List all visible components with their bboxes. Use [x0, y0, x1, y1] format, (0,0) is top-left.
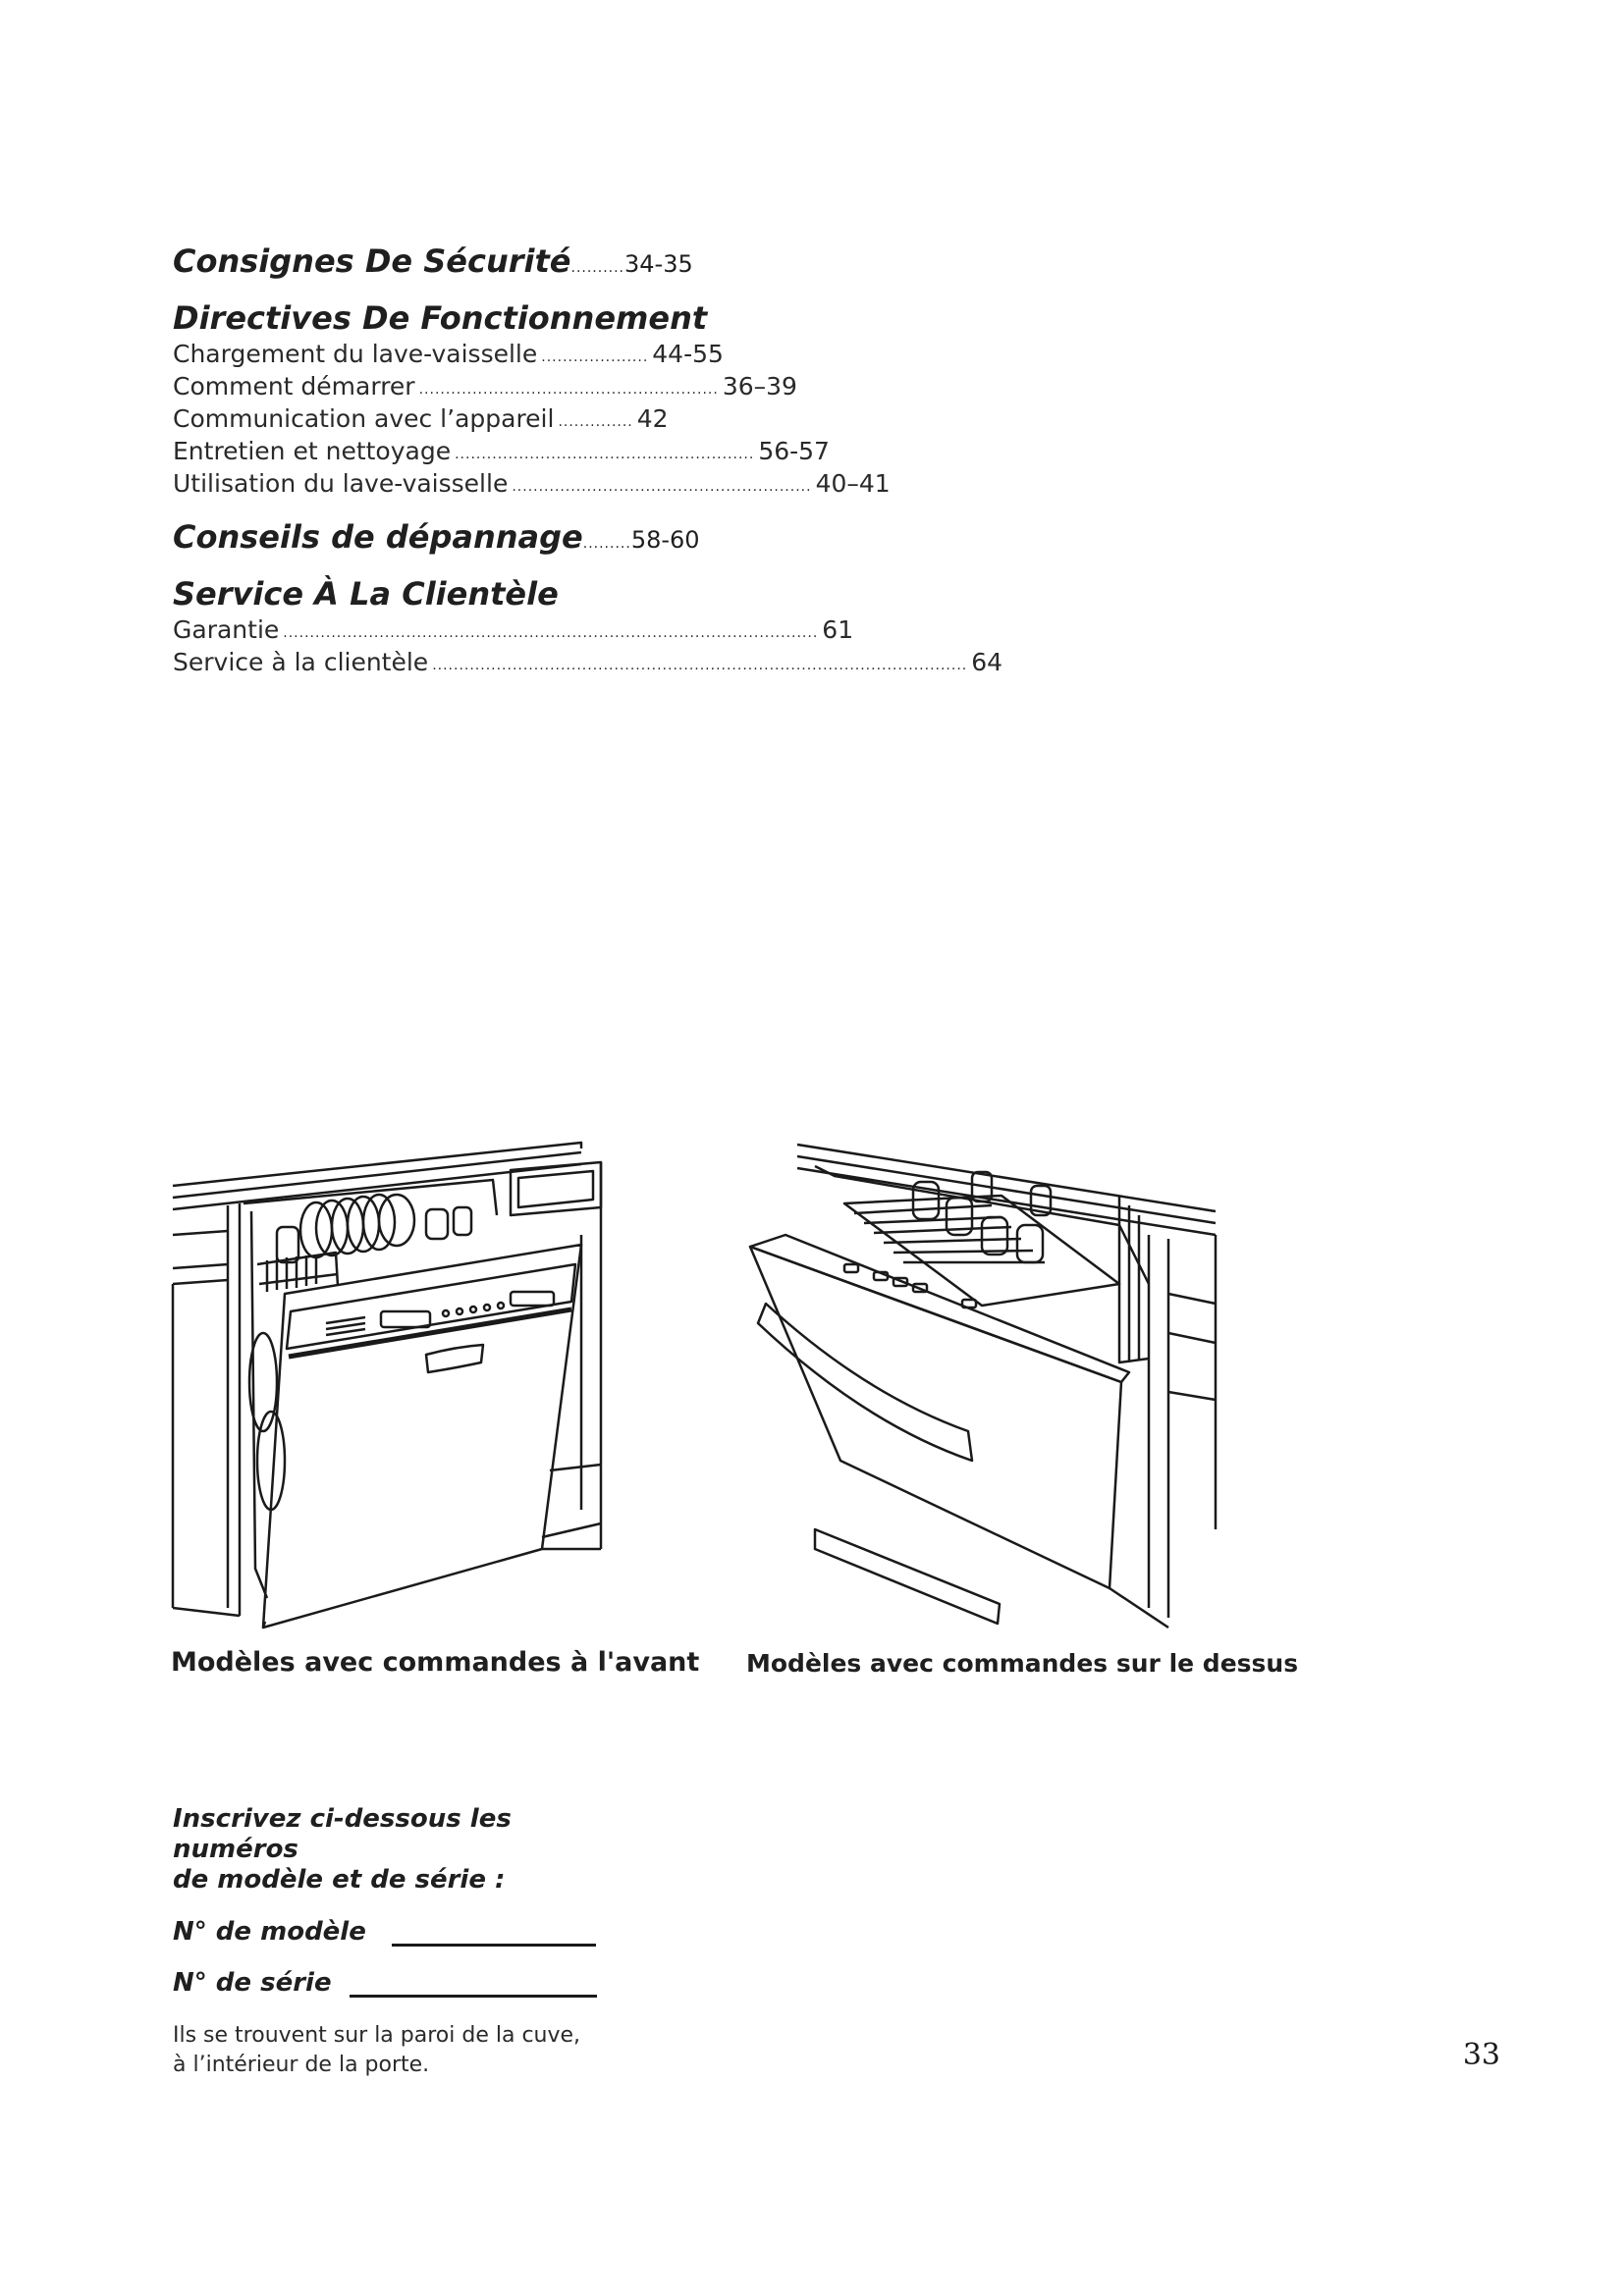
toc-entry-pages: 42 [636, 404, 669, 433]
toc-troubleshooting: Conseils de dépannage.........58-60 [173, 518, 700, 556]
form-intro-line2: de modèle et de série : [173, 1865, 506, 1895]
toc-entry-pages: 64 [971, 648, 1003, 676]
location-note [173, 2021, 634, 2080]
serial-number-row [173, 1968, 634, 1998]
toc-safety: Consignes De Sécurité..........34-35 [173, 242, 693, 280]
model-number-row [173, 1917, 634, 1947]
serial-number-label: N° de série [173, 1968, 332, 1998]
toc-entry: Garantie .................................................................................................... 61 [173, 615, 854, 644]
toc-entry-label: Entretien et nettoyage [173, 437, 452, 465]
toc-troubleshooting-pages: 58-60 [630, 526, 700, 554]
toc-entry-label: Communication avec l’appareil [173, 404, 555, 433]
toc-entry: Utilisation du lave-vaisselle ........................................................ 40–41 [173, 469, 891, 498]
front-control-dishwasher-illustration [169, 1137, 611, 1628]
toc-entry: Chargement du lave-vaisselle .................... 44-55 [173, 340, 724, 368]
toc-service-title: Service À La Clientèle [173, 575, 559, 613]
model-number-label: N° de modèle [173, 1917, 366, 1947]
toc-entry: Communication avec l’appareil .............. 42 [173, 404, 669, 433]
toc-entry-pages: 40–41 [815, 469, 891, 498]
toc-troubleshooting-title: Conseils de dépannage [173, 518, 583, 556]
toc-entry-label: Garantie [173, 615, 280, 644]
toc-entry: Comment démarrer ........................................................ 36–39 [173, 372, 797, 400]
toc-safety-pages: 34-35 [624, 250, 693, 278]
toc-entry-label: Utilisation du lave-vaisselle [173, 469, 509, 498]
page-number: 33 [1462, 2038, 1500, 2072]
serial-number-field[interactable] [350, 1971, 597, 1998]
toc-entry-pages: 56-57 [758, 437, 830, 465]
toc-entry-pages: 36–39 [722, 372, 797, 400]
top-control-dishwasher-illustration [746, 1137, 1218, 1647]
toc-entry-pages: 61 [822, 615, 854, 644]
table-of-contents [173, 241, 1003, 678]
front-controls-caption: Modèles avec commandes à l'avant [171, 1647, 700, 1678]
toc-entry-label: Comment démarrer [173, 372, 415, 400]
location-note-line2: à l’intérieur de la porte. [173, 2053, 430, 2077]
top-controls-caption: Modèles avec commandes sur le dessus [746, 1649, 1299, 1678]
toc-entry-label: Service à la clientèle [173, 648, 429, 676]
toc-entry: Service à la clientèle .................................................................................................... 64 [173, 648, 1003, 676]
toc-entry-label: Chargement du lave-vaisselle [173, 340, 538, 368]
location-note-line1: Ils se trouvent sur la paroi de la cuve, [173, 2023, 581, 2048]
toc-entry: Entretien et nettoyage ........................................................ 56-57 [173, 437, 830, 465]
toc-operating-title: Directives De Fonctionnement [173, 299, 708, 337]
model-serial-form [173, 1804, 634, 2080]
model-number-field[interactable] [392, 1920, 596, 1947]
toc-safety-title: Consignes De Sécurité [173, 242, 571, 280]
form-intro-line1: Inscrivez ci-dessous les numéros [173, 1804, 512, 1864]
toc-entry-pages: 44-55 [652, 340, 724, 368]
